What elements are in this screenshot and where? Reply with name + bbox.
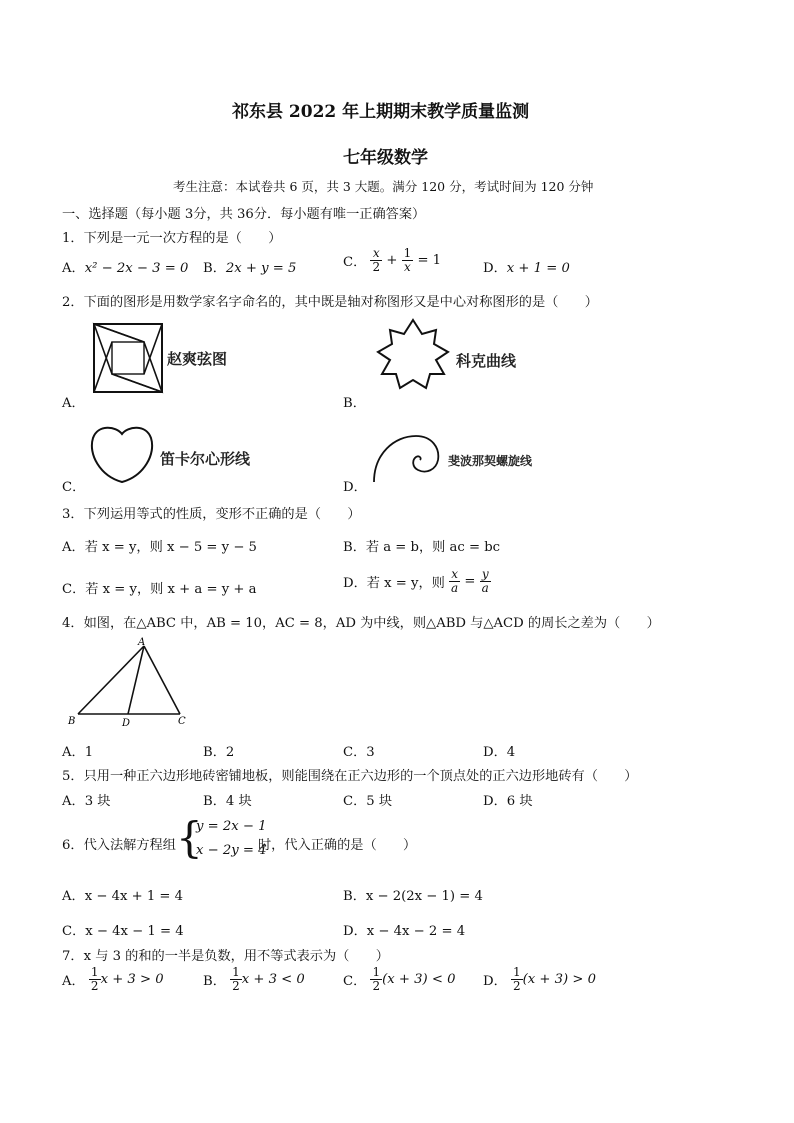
q6-option-d: D．x − 4x − 2 = 4	[343, 924, 466, 939]
vertex-label-c: C	[178, 716, 186, 727]
q4-option-a: A．1	[62, 745, 94, 760]
option-label: C．	[343, 974, 367, 989]
denominator: 2	[372, 979, 381, 993]
q3-option-c: C．若 x = y，则 x + a = y + a	[62, 582, 257, 597]
figure-label-fibonacci: 斐波那契螺旋线	[448, 454, 533, 468]
fraction	[370, 247, 382, 274]
q2-option-d-label: D．	[343, 480, 367, 495]
vertex-label-d: D	[122, 718, 131, 729]
option-label: D．	[483, 261, 507, 276]
inequality-rest: x + 3 < 0	[241, 972, 305, 987]
q5-option-a: A．3 块	[62, 794, 111, 809]
q7-option-b	[203, 966, 305, 993]
fraction	[402, 247, 414, 274]
fraction-half	[511, 966, 523, 993]
cardioid-curve	[88, 424, 156, 486]
q6-option-b: B．x − 2(2x − 1) = 4	[343, 889, 483, 904]
q3-stem: 3．下列运用等式的性质，变形不正确的是（ ）	[62, 507, 361, 522]
q6-stem-suffix: 时，代入正确的是（ ）	[258, 838, 417, 853]
denominator: 2	[90, 979, 99, 993]
q6-equation-2	[196, 843, 267, 858]
numerator: x	[449, 568, 460, 582]
vertex-label-b: B	[68, 716, 76, 727]
equation-text: y = 2x − 1	[196, 819, 267, 834]
denominator: a	[451, 581, 459, 595]
option-label: A．	[62, 261, 85, 276]
q4-stem: 4．如图，在△ABC 中，AB = 10，AC = 8，AD 为中线，则△ABD 与△ACD 的周长之差为（ ）	[62, 616, 660, 631]
q2-option-b-label: B．	[343, 396, 366, 411]
option-label: A．	[62, 974, 85, 989]
numerator: 1	[232, 965, 240, 979]
q7-option-c	[343, 966, 456, 993]
q1-option-c	[343, 247, 441, 274]
triangle-abc-diagram	[64, 636, 194, 730]
q6-equation-1	[196, 819, 267, 834]
fraction-half	[370, 966, 382, 993]
option-label: B．	[203, 974, 226, 989]
q6-option-c: C．x − 4x − 1 = 4	[62, 924, 184, 939]
q4-option-b: B．2	[203, 745, 235, 760]
inequality-rest: x + 3 > 0	[100, 972, 164, 987]
denominator: 2	[512, 979, 521, 993]
q5-option-d: D．6 块	[483, 794, 533, 809]
numerator: x	[370, 247, 382, 261]
q4-option-c: C．3	[343, 745, 375, 760]
q1-option-b	[203, 257, 296, 276]
figure-label-zhao: 赵爽弦图	[167, 350, 228, 368]
q1-a-expr: x² − 2x − 3 = 0	[84, 261, 189, 276]
system-brace: {	[176, 813, 203, 862]
numerator: 1	[512, 965, 521, 979]
inequality-rest: (x + 3) < 0	[382, 972, 456, 987]
numerator: 1	[403, 246, 412, 260]
fraction	[480, 568, 491, 595]
q1-d-expr: x + 1 = 0	[506, 261, 570, 276]
vertex-label-a: A	[138, 637, 146, 648]
q5-stem: 5．只用一种正六边形地砖密铺地板，则能围绕在正六边形的一个顶点处的正六边形地砖有（ ）	[62, 769, 638, 784]
fraction-half	[230, 966, 242, 993]
equals-part: = 1	[417, 253, 442, 268]
q3-d-prefix: D．若 x = y，则	[343, 576, 445, 591]
denominator: a	[481, 581, 489, 595]
numerator: 1	[90, 965, 99, 979]
equation-text: x − 2y = 4	[196, 843, 267, 858]
q1-option-d	[483, 257, 570, 276]
denominator: x	[404, 260, 411, 274]
q6-stem-prefix: 6．代入法解方程组	[62, 838, 176, 853]
q3-option-b: B．若 a = b，则 ac = bc	[343, 540, 501, 555]
fraction-half	[89, 966, 101, 993]
exam-subtitle: 七年级数学	[343, 148, 428, 168]
q4-option-d: D．4	[483, 745, 516, 760]
option-label: B．	[203, 261, 226, 276]
fibonacci-spiral	[368, 430, 444, 486]
exam-title: 祁东县 2022 年上期期末教学质量监测	[232, 102, 530, 122]
section-heading: 一、选择题（每小题 3分，共 36分．每小题有唯一正确答案）	[62, 207, 426, 222]
koch-snowflake	[372, 316, 454, 402]
denominator: 2	[232, 979, 240, 993]
equals-sign: =	[464, 574, 476, 589]
q7-stem: 7．x 与 3 的和的一半是负数，用不等式表示为（ ）	[62, 949, 389, 964]
q6-option-a: A．x − 4x + 1 = 4	[62, 889, 184, 904]
q5-option-c: C．5 块	[343, 794, 393, 809]
denominator: 2	[372, 260, 381, 274]
option-label: C．	[343, 255, 367, 270]
q5-option-b: B．4 块	[203, 794, 252, 809]
inequality-rest: (x + 3) > 0	[522, 972, 596, 987]
q2-option-a-label: A．	[62, 396, 85, 411]
numerator: y	[480, 568, 491, 582]
q7-option-a	[62, 966, 164, 993]
q7-option-d	[483, 966, 596, 993]
figure-label-cardioid: 笛卡尔心形线	[160, 450, 251, 468]
zhao-shuang-diagram	[92, 322, 164, 394]
q2-option-c-label: C．	[62, 480, 86, 495]
numerator: 1	[372, 965, 381, 979]
q1-option-a	[62, 257, 188, 276]
option-label: D．	[483, 974, 507, 989]
plus-sign: +	[386, 253, 398, 268]
figure-label-koch: 科克曲线	[456, 352, 517, 370]
q3-option-d	[343, 568, 491, 595]
exam-notice: 考生注意：本试卷共 6 页，共 3 大题。满分 120 分，考试时间为 120 分钟	[173, 179, 594, 194]
q3-option-a: A．若 x = y，则 x − 5 = y − 5	[62, 540, 257, 555]
q1-stem: 1．下列是一元一次方程的是（ ）	[62, 231, 282, 246]
q1-b-expr: 2x + y = 5	[225, 261, 297, 276]
q2-stem: 2．下面的图形是用数学家名字命名的，其中既是轴对称图形又是中心对称图形的是（ ）	[62, 295, 598, 310]
fraction	[449, 568, 460, 595]
